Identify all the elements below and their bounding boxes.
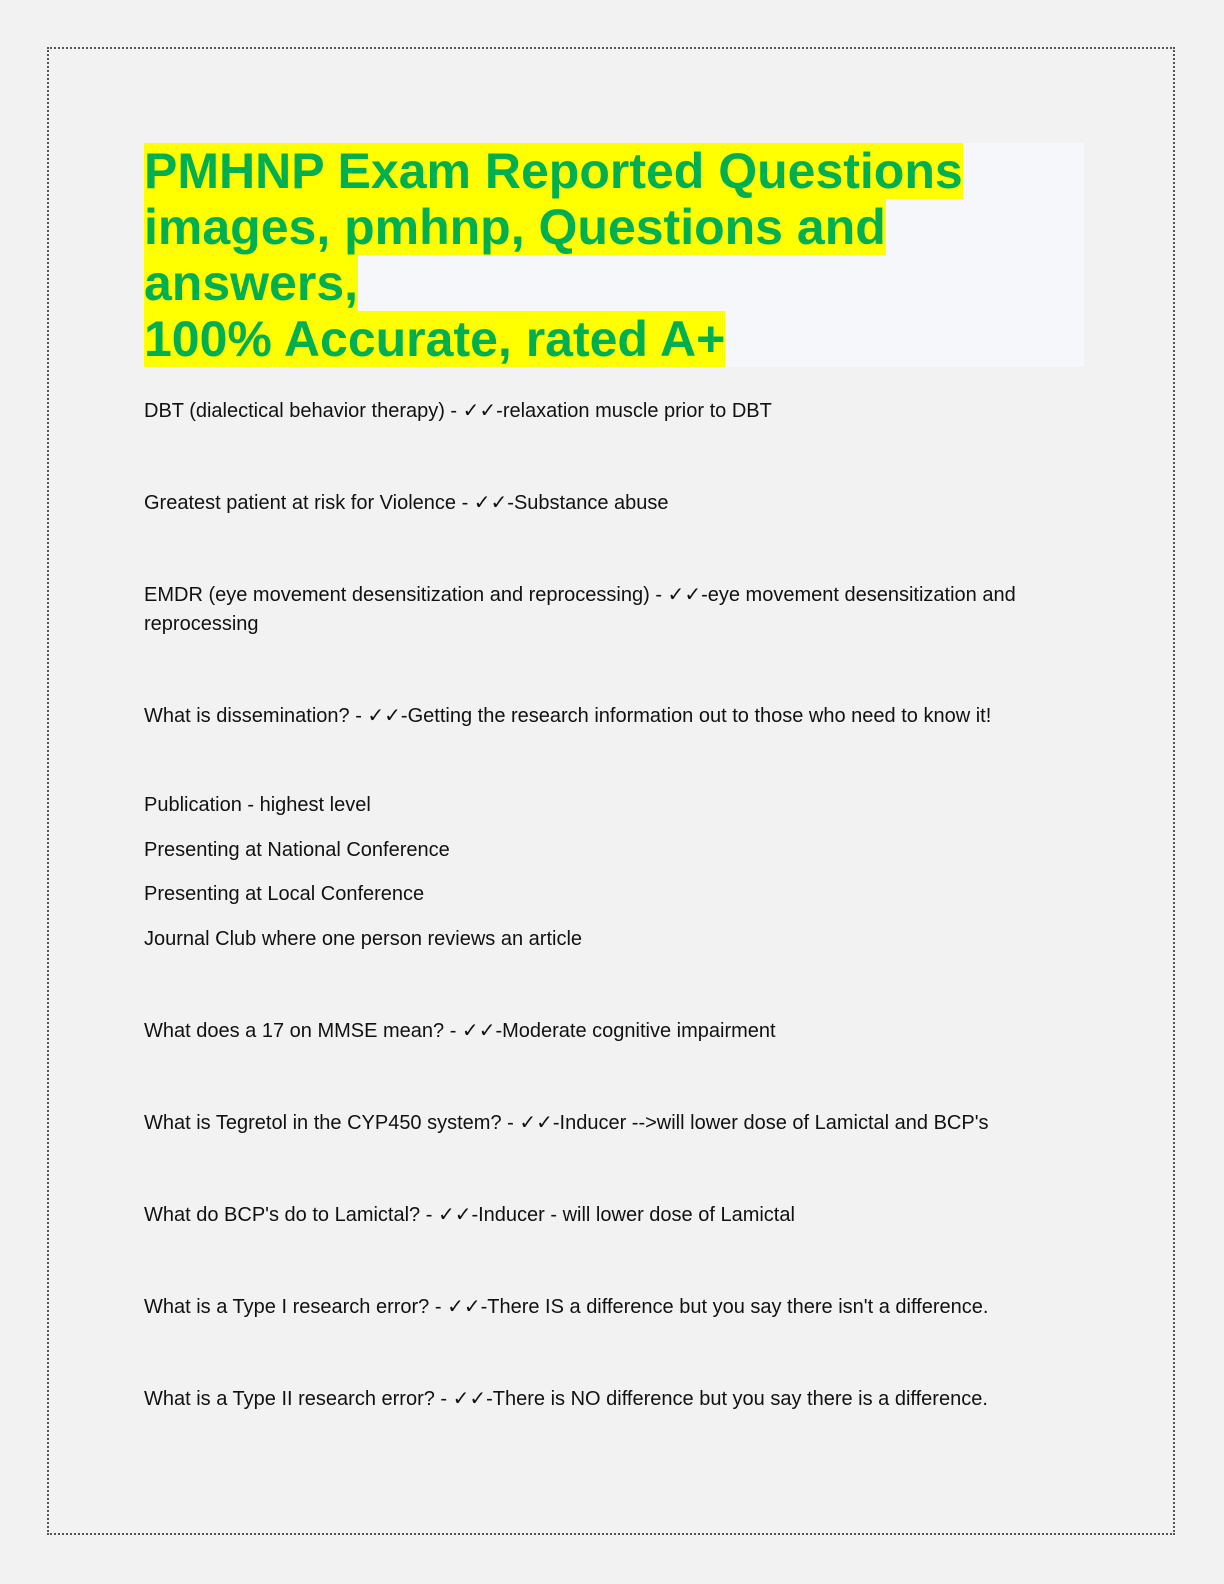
list-item-national-conference: Presenting at National Conference <box>144 839 450 861</box>
title-block <box>144 143 1084 367</box>
qa-item-dbt: DBT (dialectical behavior therapy) - ✓✓-relaxation muscle prior to DBT <box>144 400 772 422</box>
list-item-local-conference: Presenting at Local Conference <box>144 883 425 905</box>
qa-item-dissemination: What is dissemination? - ✓✓-Getting the research information out to those who need to know it! <box>144 705 992 727</box>
title-line-3: 100% Accurate, rated A+ <box>144 311 726 367</box>
document-title <box>144 143 1084 367</box>
qa-item-violence: Greatest patient at risk for Violence - ✓✓-Substance abuse <box>144 492 669 514</box>
list-item-publication: Publication - highest level <box>144 794 371 816</box>
qa-item-type-i-error: What is a Type I research error? - ✓✓-There IS a difference but you say there isn't a difference. <box>144 1296 989 1318</box>
qa-item-tegretol: What is Tegretol in the CYP450 system? - ✓✓-Inducer -->will lower dose of Lamictal and BCP's <box>144 1112 989 1134</box>
qa-item-mmse: What does a 17 on MMSE mean? - ✓✓-Moderate cognitive impairment <box>144 1020 776 1042</box>
title-line-2: images, pmhnp, Questions and answers, <box>144 199 886 311</box>
qa-item-bcp: What do BCP's do to Lamictal? - ✓✓-Inducer - will lower dose of Lamictal <box>144 1204 795 1226</box>
title-line-1: PMHNP Exam Reported Questions <box>144 143 963 199</box>
qa-item-type-ii-error: What is a Type II research error? - ✓✓-There is NO difference but you say there is a difference. <box>144 1388 988 1410</box>
list-item-journal-club: Journal Club where one person reviews an article <box>144 928 583 950</box>
qa-item-emdr: EMDR (eye movement desensitization and reprocessing) - ✓✓-eye movement desensitization and reprocessing <box>144 584 1016 635</box>
